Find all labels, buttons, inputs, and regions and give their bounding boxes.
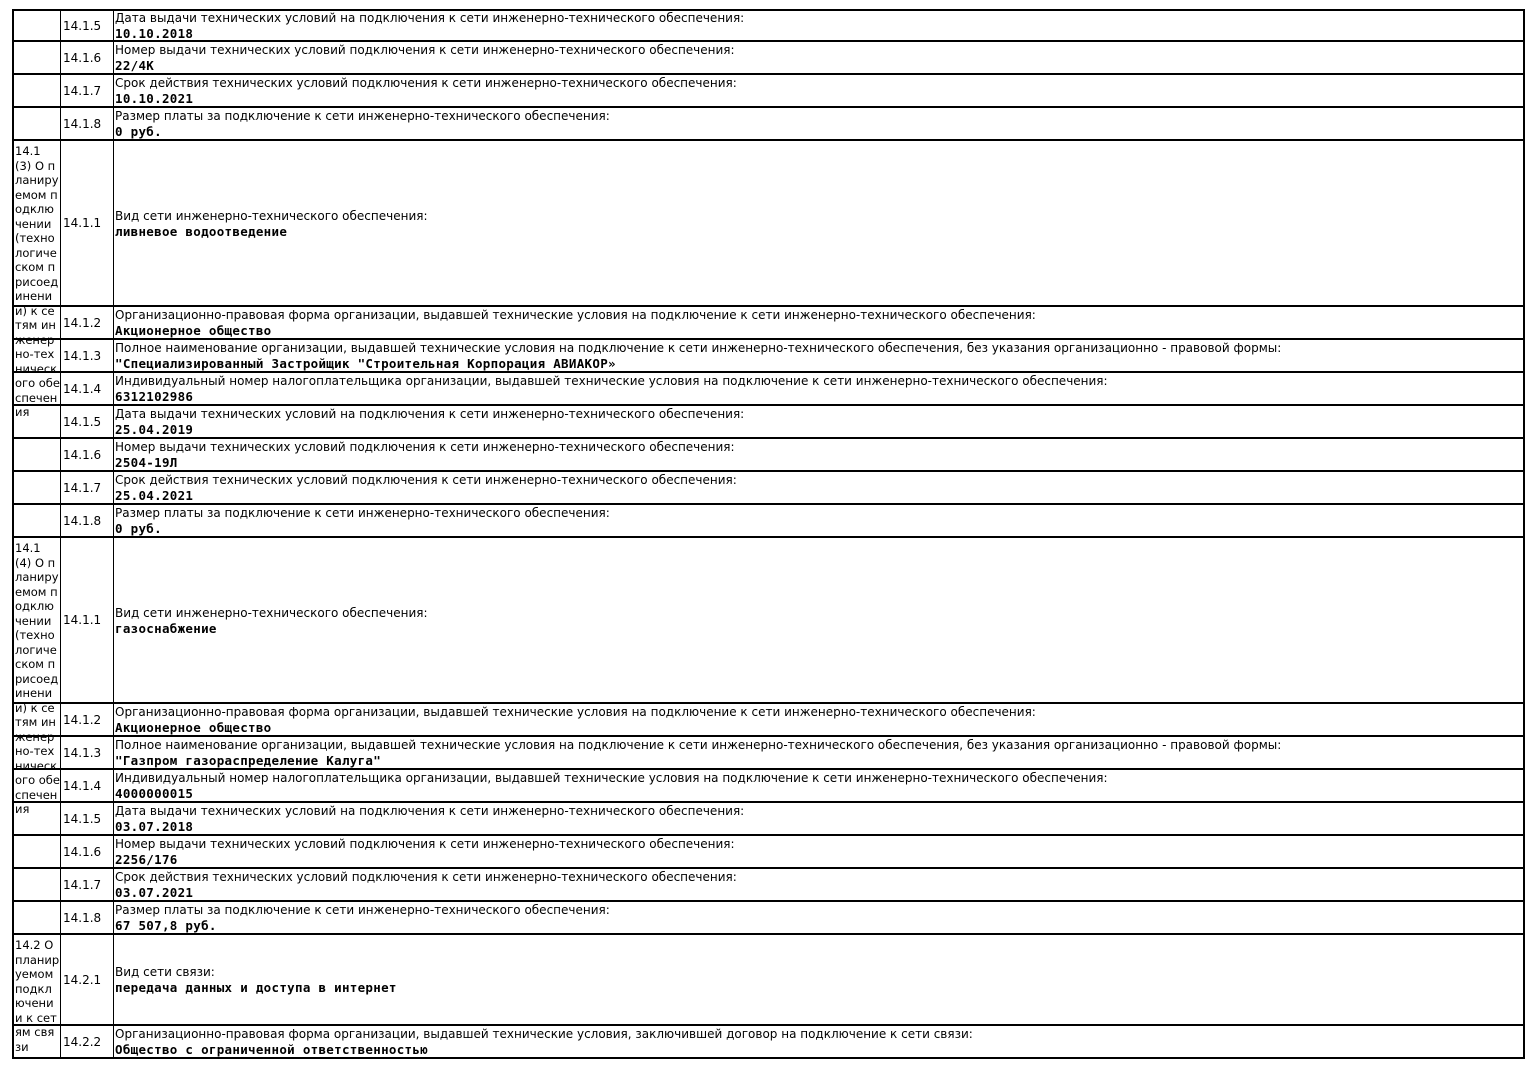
content-cell [114,108,1523,139]
section-cell [14,11,61,40]
table-row [12,1026,1525,1059]
section-cell: 14.1 (3) О планируемом подключении (технологическом присоединении) к сетям инженерно-технического обеспечения [14,141,61,305]
section-cell [14,373,61,404]
field-label: Срок действия технических условий подключения к сети инженерно-технического обеспечения: [115,76,737,90]
field-value: 10.10.2018 [115,26,194,41]
field-value: Акционерное общество [115,323,272,338]
content-cell [114,75,1523,106]
item-number: 14.1.5 [61,406,114,437]
content-cell [114,704,1523,735]
section-cell [14,902,61,933]
table-row [12,108,1525,141]
item-number: 14.1.8 [61,108,114,139]
field-label: Дата выдачи технических условий на подключения к сети инженерно-технического обеспечения: [115,407,745,421]
field-value: 03.07.2018 [115,819,194,834]
field-label: Вид сети инженерно-технического обеспечения: [115,208,428,223]
section-cell [14,1026,61,1057]
table-row [12,803,1525,836]
field-value: 0 руб. [115,521,162,536]
item-number: 14.1.7 [61,472,114,503]
field-label: Организационно-правовая форма организации, выдавшей технические условия на подключение к сети инженерно-технического обеспечения: [115,308,1036,322]
item-number: 14.1.4 [61,373,114,404]
field-value: ливневое водоотведение [115,223,288,239]
content-cell [114,307,1523,338]
field-label: Размер платы за подключение к сети инженерно-технического обеспечения: [115,903,610,917]
field-label: Размер платы за подключение к сети инженерно-технического обеспечения: [115,109,610,123]
field-value: Общество с ограниченной ответственностью [115,1042,429,1057]
section-cell: 14.2 О планируемом подключении к сетям связи [14,935,61,1024]
field-value: 2256/176 [115,852,178,867]
content-cell [114,836,1523,867]
table-row [12,836,1525,869]
table-row [12,307,1525,340]
section-cell [14,505,61,536]
field-label: Номер выдачи технических условий подключения к сети инженерно-технического обеспечения: [115,837,735,851]
item-number: 14.1.5 [61,803,114,834]
item-number: 14.2.2 [61,1026,114,1057]
content-cell [114,737,1523,768]
field-label: Срок действия технических условий подключения к сети инженерно-технического обеспечения: [115,473,737,487]
field-value: 2504-19Л [115,455,178,470]
section-cell [14,472,61,503]
section-cell [14,406,61,437]
content-cell [114,803,1523,834]
section-cell [14,439,61,470]
table-row [12,373,1525,406]
table-row [12,902,1525,935]
table-row [12,737,1525,770]
field-label: Дата выдачи технических условий на подключения к сети инженерно-технического обеспечения: [115,11,745,25]
table-row [12,42,1525,75]
field-label: Полное наименование организации, выдавшей технические условия на подключение к сети инженерно-технического обеспечения, без указания организационно - правовой формы: [115,738,1282,752]
item-number: 14.1.6 [61,42,114,73]
field-value: 6312102986 [115,389,194,404]
item-number: 14.1.2 [61,704,114,735]
field-value: 03.07.2021 [115,885,194,900]
field-label: Размер платы за подключение к сети инженерно-технического обеспечения: [115,506,610,520]
table-row [12,704,1525,737]
content-cell [114,472,1523,503]
content-cell [114,1026,1523,1057]
field-value: Акционерное общество [115,720,272,735]
field-label: Вид сети инженерно-технического обеспечения: [115,605,428,620]
field-value: 67 507,8 руб. [115,918,217,933]
content-cell [114,538,1523,702]
document-table [12,9,1525,1059]
table-row [12,505,1525,538]
section-cell [14,770,61,801]
section-cell [14,737,61,768]
table-row [12,75,1525,108]
item-number: 14.1.5 [61,11,114,40]
section-cell [14,836,61,867]
content-cell [114,340,1523,371]
field-value: передача данных и доступа в интернет [115,980,397,995]
field-label: Индивидуальный номер налогоплательщика организации, выдавшей технические условия на подключение к сети инженерно-технического обеспечения: [115,771,1108,785]
item-number: 14.1.4 [61,770,114,801]
section-cell [14,869,61,900]
content-cell [114,935,1523,1024]
table-row [12,439,1525,472]
content-cell [114,869,1523,900]
section-cell [14,75,61,106]
content-cell [114,42,1523,73]
field-value: "Газпром газораспределение Калуга" [115,753,382,768]
field-label: Номер выдачи технических условий подключения к сети инженерно-технического обеспечения: [115,440,735,454]
field-value: "Специализированный Застройщик "Строительная Корпорация АВИАКОР» [115,356,616,371]
content-cell [114,406,1523,437]
field-value: 25.04.2021 [115,488,194,503]
field-label: Полное наименование организации, выдавшей технические условия на подключение к сети инженерно-технического обеспечения, без указания организационно - правовой формы: [115,341,1282,355]
content-cell [114,373,1523,404]
section-cell [14,340,61,371]
section-cell: 14.1 (4) О планируемом подключении (технологическом присоединении) к сетям инженерно-технического обеспечения [14,538,61,702]
content-cell [114,505,1523,536]
section-cell [14,42,61,73]
item-number: 14.1.1 [61,538,114,702]
item-number: 14.1.1 [61,141,114,305]
item-number: 14.1.6 [61,836,114,867]
item-number: 14.1.8 [61,902,114,933]
field-value: газоснабжение [115,620,217,636]
table-row [12,340,1525,373]
field-value: 4000000015 [115,786,194,801]
field-value: 10.10.2021 [115,91,194,106]
section-cell [14,803,61,834]
content-cell [114,770,1523,801]
table-row [12,869,1525,902]
item-number: 14.2.1 [61,935,114,1024]
item-number: 14.1.7 [61,869,114,900]
section-cell [14,307,61,338]
item-number: 14.1.6 [61,439,114,470]
table-row [12,406,1525,439]
field-label: Индивидуальный номер налогоплательщика организации, выдавшей технические условия на подключение к сети инженерно-технического обеспечения: [115,374,1108,388]
section-cell [14,108,61,139]
field-label: Номер выдачи технических условий подключения к сети инженерно-технического обеспечения: [115,43,735,57]
field-value: 22/4К [115,58,155,73]
field-label: Организационно-правовая форма организации, выдавшей технические условия на подключение к сети инженерно-технического обеспечения: [115,705,1036,719]
item-number: 14.1.3 [61,340,114,371]
content-cell [114,141,1523,305]
field-label: Дата выдачи технических условий на подключения к сети инженерно-технического обеспечения: [115,804,745,818]
item-number: 14.1.3 [61,737,114,768]
content-cell [114,902,1523,933]
field-value: 0 руб. [115,124,162,139]
table-row [12,770,1525,803]
section-cell [14,704,61,735]
field-label: Вид сети связи: [115,965,215,979]
content-cell [114,439,1523,470]
table-row [12,9,1525,42]
field-label: Организационно-правовая форма организации, выдавшей технические условия, заключившей договор на подключение к сети связи: [115,1027,973,1041]
item-number: 14.1.2 [61,307,114,338]
field-label: Срок действия технических условий подключения к сети инженерно-технического обеспечения: [115,870,737,884]
item-number: 14.1.8 [61,505,114,536]
content-cell [114,11,1523,40]
field-value: 25.04.2019 [115,422,194,437]
table-row [12,472,1525,505]
item-number: 14.1.7 [61,75,114,106]
